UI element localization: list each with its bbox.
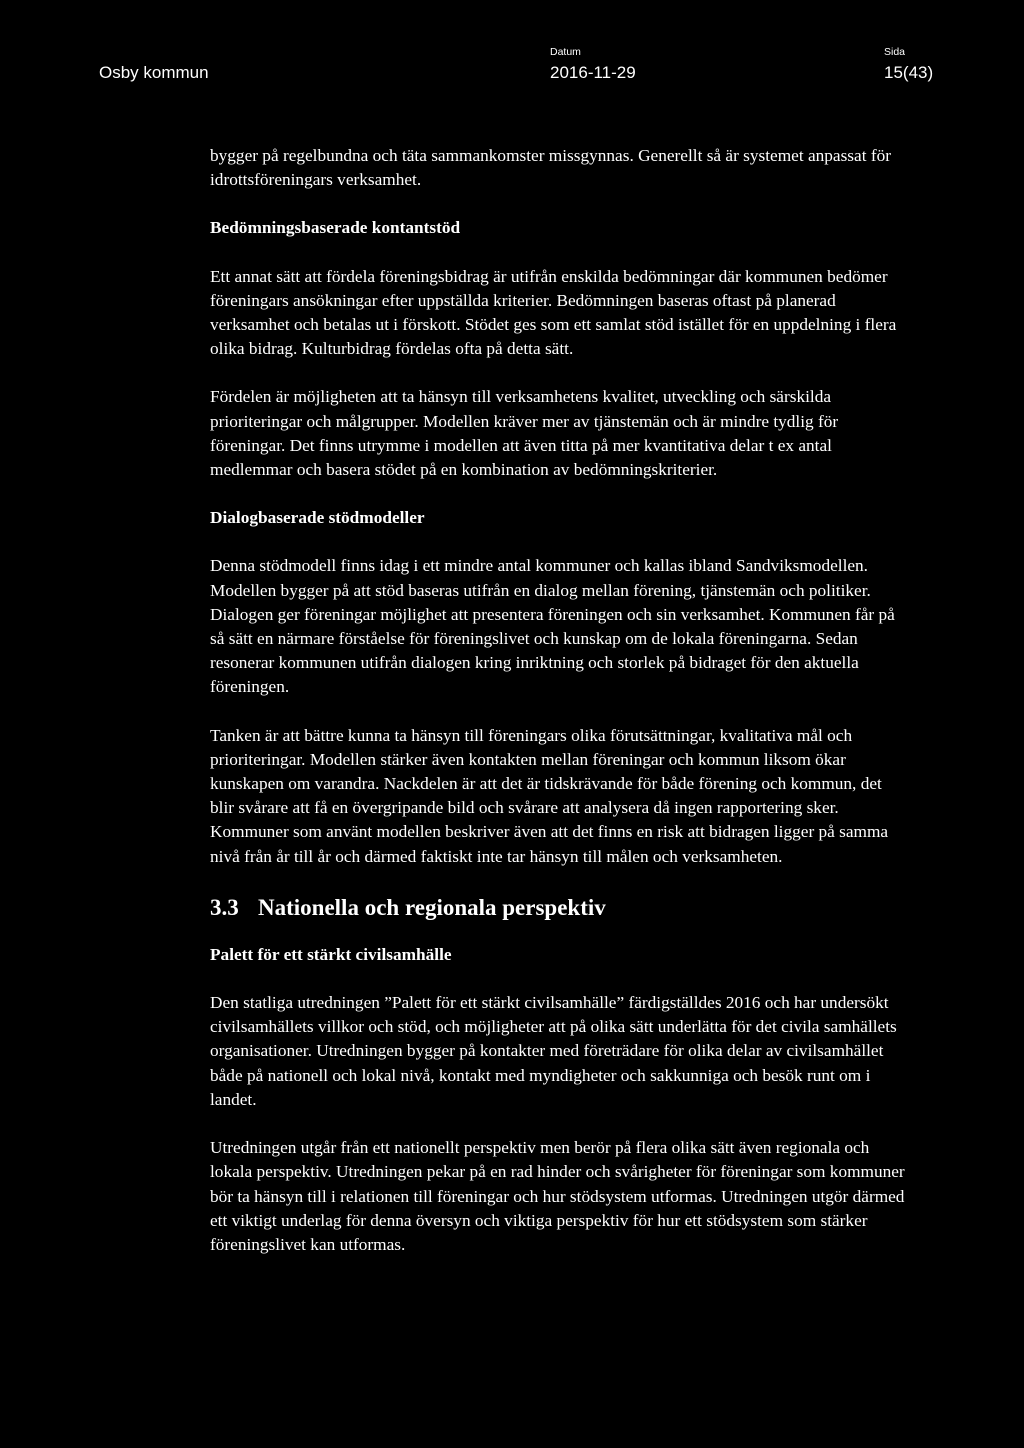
heading-dialogbaserade: Dialogbaserade stödmodeller bbox=[210, 508, 425, 528]
date-value: 2016-11-29 bbox=[550, 63, 636, 82]
page-header bbox=[0, 0, 1024, 100]
date-label: Datum bbox=[550, 46, 581, 58]
document-body bbox=[210, 144, 910, 1281]
paragraph-intro: bygger på regelbundna och täta sammankomster missgynnas. Generellt så är systemet anpassat för idrottsföreningars verksamhet. bbox=[210, 146, 891, 190]
section-title: Nationella och regionala perspektiv bbox=[258, 894, 606, 920]
heading-bedomningsbaserade: Bedömningsbaserade kontantstöd bbox=[210, 218, 461, 238]
paragraph-dialog-2: Tanken är att bättre kunna ta hänsyn till föreningars olika förutsättningar, kvalitativa mål och prioriteringar. Modellen stärker även kontakten mellan föreningar och kommun liksom ökar kunskapen om varandra. Nackdelen är att det är tidskrävande för både förening och kommun, det blir svårare att få en övergripande bild och svårare att analysera då ingen rapportering sker. Kommuner som använt modellen beskriver även att det finns en risk att bidragen ligger på samma nivå från år till år och därmed faktiskt inte tar hänsyn till målen och verksamheten. bbox=[210, 725, 889, 866]
section-number: 3.3 bbox=[210, 894, 239, 920]
paragraph-dialog-1: Denna stödmodell finns idag i ett mindre antal kommuner och kallas ibland Sandviksmodellen. Modellen bygger på att stöd baseras utifrån en dialog mellan förening, tjänstemän och politiker. Dialogen ger föreningar möjlighet att presentera föreningen och sin verksamhet. Kommunen får på så sätt en närmare förståelse för föreningslivet och kunskap om de lokala föreningarna. Sedan resonerar kommunen utifrån dialogen kring inriktning och storlek på bidraget för den aktuella föreningen. bbox=[210, 556, 895, 697]
heading-palett: Palett för ett stärkt civilsamhälle bbox=[210, 944, 452, 964]
section-heading bbox=[210, 893, 910, 923]
page-label: Sida bbox=[884, 46, 906, 58]
paragraph-bedomning-1: Ett annat sätt att fördela föreningsbidrag är utifrån enskilda bedömningar där kommunen bedömer föreningars ansökningar efter uppställda kriterier. Bedömningen baseras oftast på planerad verksamhet och betalas ut i förskott. Stödet ges som ett samlat stöd istället för en uppdelning i flera olika bidrag. Kulturbidrag fördelas ofta på detta sätt. bbox=[210, 266, 897, 359]
page-number: 15(43) bbox=[884, 63, 934, 82]
organization-name: Osby kommun bbox=[99, 63, 209, 82]
paragraph-palett-2: Utredningen utgår från ett nationellt perspektiv men berör på flera olika sätt även regionala och lokala perspektiv. Utredningen pekar på en rad hinder och svårigheter för föreningar som kommuner bör ta hänsyn till i relationen till föreningar och hur stödsystem utformas. Utredningen utgör därmed ett viktigt underlag för denna översyn och viktiga perspektiv för hur ett stödsystem som stärker föreningslivet kan utformas. bbox=[210, 1138, 905, 1254]
paragraph-bedomning-2: Fördelen är möjligheten att ta hänsyn till verksamhetens kvalitet, utveckling och särskilda prioriteringar och målgrupper. Modellen kräver mer av tjänstemän och är mindre tydlig för föreningar. Det finns utrymme i modellen att även titta på mer kvantitativa delar t ex antal medlemmar och basera stödet på en kombination av bedömningskriterier. bbox=[210, 387, 839, 480]
paragraph-palett-1: Den statliga utredningen ”Palett för ett stärkt civilsamhälle” färdigställdes 2016 och har undersökt civilsamhällets villkor och stöd, och möjligheter att på olika sätt underlätta för det civila samhällets organisationer. Utredningen bygger på kontakter med företrädare för olika delar av civilsamhället både på nationell och lokal nivå, kontakt med myndigheter och sakkunniga och besök runt om i landet. bbox=[210, 993, 897, 1109]
